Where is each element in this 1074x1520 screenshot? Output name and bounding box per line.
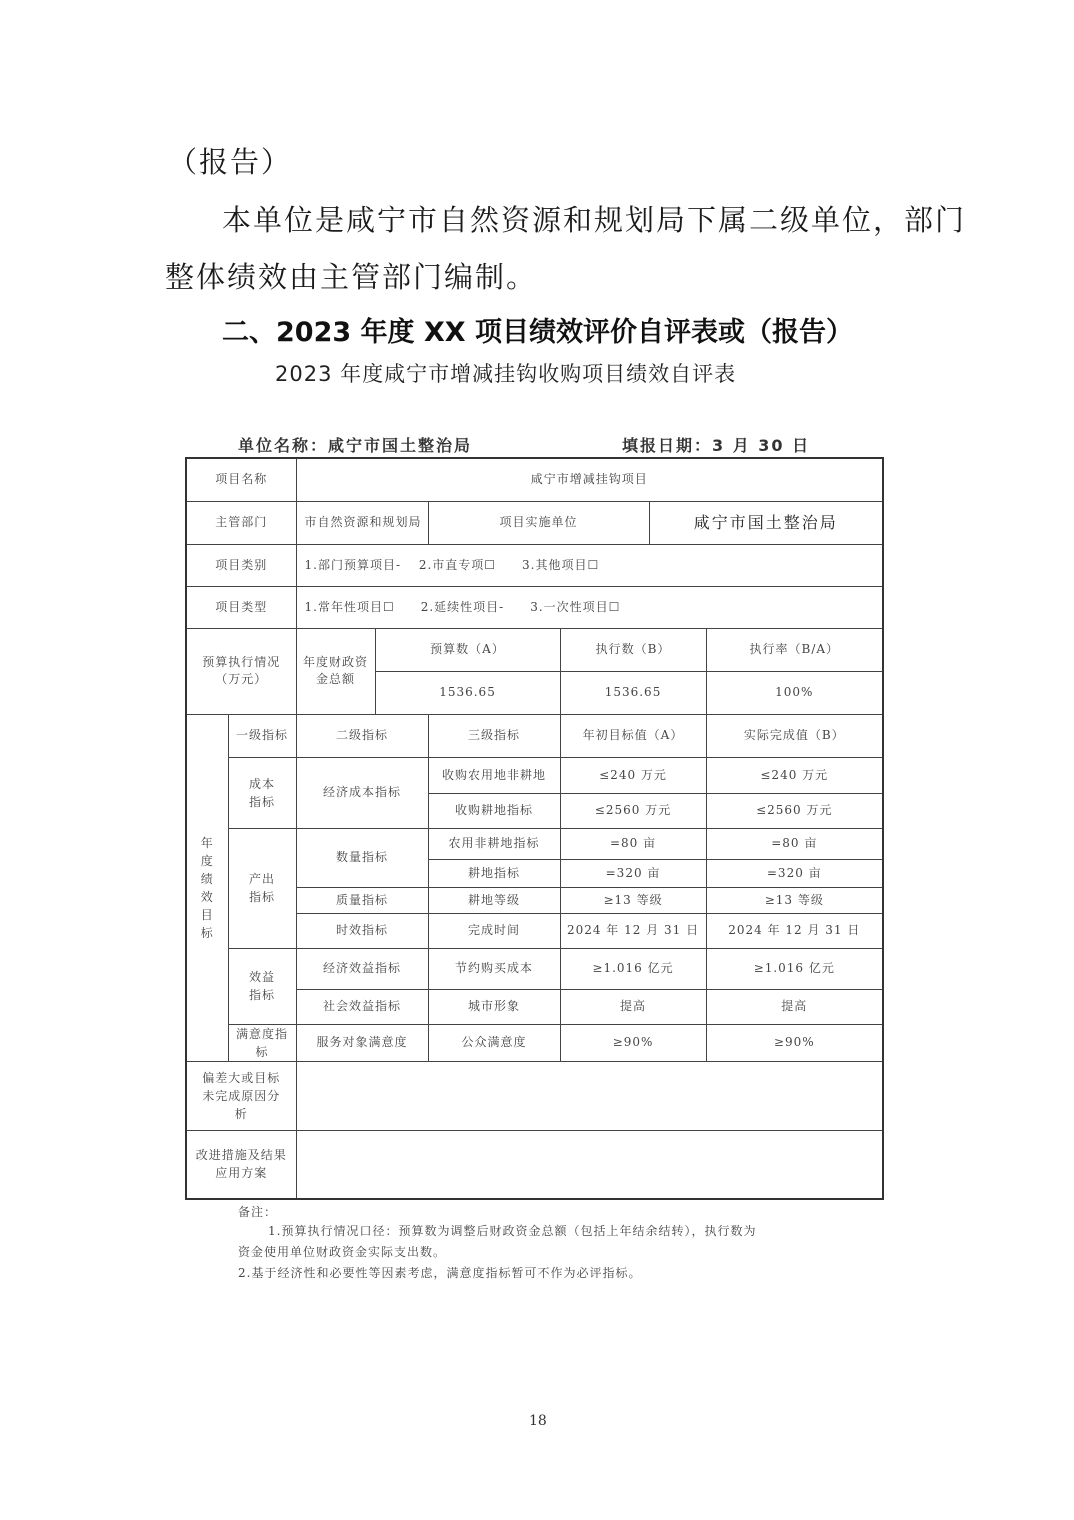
out-r1-target: =80 亩 (560, 828, 706, 859)
exec-b-label: 执行数（B） (560, 628, 706, 671)
impl-unit-value: 咸宁市国土整治局 (649, 501, 883, 544)
annual-target-label: 年度绩效目标 (186, 714, 228, 1061)
category-label: 项目类别 (186, 544, 296, 586)
sat-r1-target: ≥90% (560, 1024, 706, 1061)
ben-r1-target: ≥1.016 亿元 (560, 948, 706, 989)
ben-r2-target: 提高 (560, 989, 706, 1024)
row-improvement (186, 1130, 883, 1199)
page-number: 18 (529, 1413, 547, 1429)
out-r3-actual: ≥13 等级 (706, 887, 883, 913)
date-label: 填报日期：3 月 30 日 (622, 436, 811, 455)
para-line-2: 整体绩效由主管部门编制。 (165, 260, 538, 294)
row-benefit-1 (186, 948, 883, 989)
out-r1-name: 农用非耕地指标 (428, 828, 560, 859)
improve-value (296, 1130, 883, 1199)
satisfaction-label: 满意度指 标 (228, 1024, 296, 1061)
project-name-value: 咸宁市增减挂钩项目 (296, 458, 883, 501)
output-label: 产出指标 (228, 828, 296, 948)
level3-label: 三级指标 (428, 714, 560, 757)
service-satisfaction-label: 服务对象满意度 (296, 1024, 428, 1061)
row-cost-1 (186, 757, 883, 793)
dept-value: 市自然资源和规划局 (296, 501, 428, 544)
out-r4-target: 2024 年 12 月 31 日 (560, 913, 706, 948)
quality-label: 质量指标 (296, 887, 428, 913)
social-benefit-label: 社会效益指标 (296, 989, 428, 1024)
out-r1-actual: =80 亩 (706, 828, 883, 859)
timeliness-label: 时效指标 (296, 913, 428, 948)
unit-label: 单位名称：咸宁市国土整治局 (238, 436, 473, 455)
budget-label: 预算执行情况（万元） (186, 628, 296, 714)
category-value: 1.部门预算项目- 2.市直专项☐ 3.其他项目☐ (296, 544, 883, 586)
note-1a: 1.预算执行情况口径：预算数为调整后财政资金总额（包括上年结余结转），执行数为 (268, 1224, 757, 1238)
deviation-label: 偏差大或目标未完成原因分析 (186, 1061, 296, 1130)
econ-benefit-label: 经济效益指标 (296, 948, 428, 989)
cost-r1-name: 收购农用地非耕地 (428, 757, 560, 793)
rate-value: 100% (706, 671, 883, 714)
out-r2-actual: =320 亩 (706, 859, 883, 887)
budget-a-value: 1536.65 (375, 671, 560, 714)
cost-r1-actual: ≤240 万元 (706, 757, 883, 793)
project-name-label: 项目名称 (186, 458, 296, 501)
benefit-label: 效益指标 (228, 948, 296, 1024)
row-indicator-header (186, 714, 883, 757)
para-title: （报告） (168, 145, 293, 179)
rate-label: 执行率（B/A） (706, 628, 883, 671)
row-output-1 (186, 828, 883, 859)
row-category (186, 544, 883, 586)
quantity-label: 数量指标 (296, 828, 428, 887)
self-evaluation-table (185, 457, 884, 1200)
deviation-value (296, 1061, 883, 1130)
type-label: 项目类型 (186, 586, 296, 628)
out-r3-target: ≥13 等级 (560, 887, 706, 913)
note-1b: 资金使用单位财政资金实际支出数。 (238, 1245, 447, 1259)
out-r4-actual: 2024 年 12 月 31 日 (706, 913, 883, 948)
fund-total-label: 年度财政资金总额 (296, 628, 375, 714)
sat-r1-name: 公众满意度 (428, 1024, 560, 1061)
ben-r2-actual: 提高 (706, 989, 883, 1024)
ben-r1-name: 节约购买成本 (428, 948, 560, 989)
budget-a-label: 预算数（A） (375, 628, 560, 671)
notes-label: 备注： (238, 1205, 278, 1219)
ben-r1-actual: ≥1.016 亿元 (706, 948, 883, 989)
out-r4-name: 完成时间 (428, 913, 560, 948)
actual-label: 实际完成值（B） (706, 714, 883, 757)
cost-r2-target: ≤2560 万元 (560, 793, 706, 828)
row-type (186, 586, 883, 628)
cost-r1-target: ≤240 万元 (560, 757, 706, 793)
row-project-name (186, 458, 883, 501)
out-r2-name: 耕地指标 (428, 859, 560, 887)
cost-r2-name: 收购耕地指标 (428, 793, 560, 828)
out-r2-target: =320 亩 (560, 859, 706, 887)
row-budget-header (186, 628, 883, 671)
section-heading: 二、2023 年度 XX 项目绩效评价自评表或（报告） (222, 317, 853, 348)
out-r3-name: 耕地等级 (428, 887, 560, 913)
note-2: 2.基于经济性和必要性等因素考虑，满意度指标暂可不作为必评指标。 (238, 1266, 642, 1280)
table-title: 2023 年度咸宁市增减挂钩收购项目绩效自评表 (275, 362, 737, 386)
row-department (186, 501, 883, 544)
econ-cost-label: 经济成本指标 (296, 757, 428, 828)
cost-r2-actual: ≤2560 万元 (706, 793, 883, 828)
para-line-1: 本单位是咸宁市自然资源和规划局下属二级单位，部门 (222, 203, 967, 237)
level2-label: 二级指标 (296, 714, 428, 757)
sat-r1-actual: ≥90% (706, 1024, 883, 1061)
target-label: 年初目标值（A） (560, 714, 706, 757)
row-deviation (186, 1061, 883, 1130)
type-value: 1.常年性项目☐ 2.延续性项目- 3.一次性项目☐ (296, 586, 883, 628)
cost-label: 成本指标 (228, 757, 296, 828)
impl-unit-label: 项目实施单位 (428, 501, 649, 544)
exec-b-value: 1536.65 (560, 671, 706, 714)
dept-label: 主管部门 (186, 501, 296, 544)
level1-label: 一级指标 (228, 714, 296, 757)
ben-r2-name: 城市形象 (428, 989, 560, 1024)
row-satisfaction (186, 1024, 883, 1061)
improve-label: 改进措施及结果应用方案 (186, 1130, 296, 1199)
